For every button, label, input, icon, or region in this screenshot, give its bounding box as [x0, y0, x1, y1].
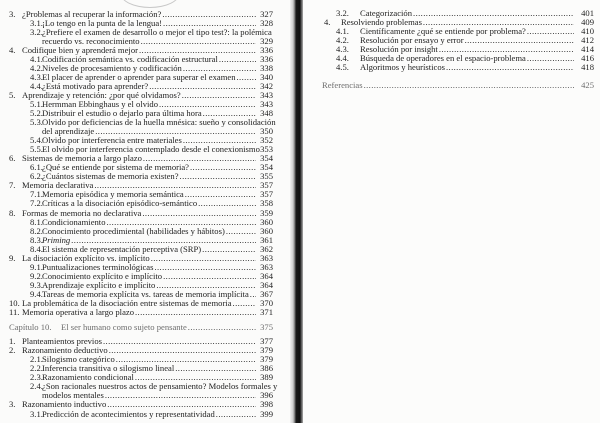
- dot-leader: [526, 27, 574, 36]
- entry-title: Sistemas de memoria a largo plazo: [22, 153, 142, 164]
- references-entry: [303, 81, 597, 90]
- toc-list-right: [303, 9, 597, 90]
- entry-title: Olvido por interferencia entre materiales: [42, 135, 182, 146]
- page-number: 410: [581, 25, 594, 36]
- page-number: 363: [260, 261, 273, 272]
- entry-title: El placer de aprender o aprender para superar el examen: [42, 71, 236, 82]
- entry-number: 3.: [9, 399, 16, 410]
- page-number: 362: [260, 243, 273, 254]
- dot-leader: [140, 37, 256, 46]
- page-number: 370: [260, 298, 273, 308]
- entry-title: Resolución por ensayo y error: [360, 34, 464, 45]
- dot-leader: [174, 364, 256, 373]
- entry-title: Conocimiento explícito e implícito: [42, 270, 163, 281]
- entry-title: Distribuir el estudio o dejarlo para última hora: [42, 108, 202, 119]
- dot-leader: [134, 308, 256, 317]
- page-number: 336: [260, 53, 273, 64]
- page-number: 418: [581, 61, 594, 72]
- page-number: 425: [581, 79, 594, 90]
- entry-title: El sistema de representación perceptiva (SRP): [42, 243, 202, 254]
- entry-number: 2.4.: [30, 381, 43, 392]
- entry-number: Capítulo 10.: [9, 322, 52, 333]
- entry-title: Memoria episódica y memoria semántica: [42, 189, 184, 200]
- dot-leader: [445, 63, 574, 72]
- entry-number: 7.2.: [30, 198, 43, 209]
- page-number: 359: [260, 207, 273, 218]
- entry-number: 4.2.: [30, 62, 43, 73]
- entry-number: 9.3.: [30, 279, 43, 290]
- dot-leader: [162, 272, 256, 281]
- page-stamp-arc: [120, 0, 180, 8]
- dot-leader: [189, 163, 256, 172]
- dot-leader: [102, 337, 256, 346]
- entry-title: La disociación explícito vs. implícito: [22, 252, 150, 263]
- page-number: 396: [260, 390, 273, 401]
- entry-number: 6.1.: [30, 162, 43, 173]
- entry-title: Condicionamiento: [42, 216, 106, 227]
- entry-title: ¿Problemas al recuperar la información?: [22, 8, 162, 19]
- page-number: 353: [260, 144, 273, 155]
- page-number: 342: [260, 80, 273, 91]
- dot-leader: [201, 245, 256, 254]
- entry-title: Razonamiento condicional: [42, 372, 134, 383]
- page-number: 371: [260, 307, 273, 318]
- page-number: 328: [260, 17, 273, 28]
- entry-number: 5.4.: [30, 135, 43, 146]
- entry-number: 3.2.: [30, 26, 43, 37]
- entry-number: 4.5.: [336, 61, 349, 72]
- page-number: 338: [260, 62, 273, 73]
- page-number: 401: [581, 7, 594, 18]
- entry-title: Formas de memoria no declarativa: [22, 207, 142, 218]
- page-number: 377: [260, 336, 273, 347]
- entry-title: Razonamiento inductivo: [22, 399, 107, 410]
- entry-title: Razonamiento deductivo: [22, 345, 108, 356]
- entry-title: El ser humano como sujeto pensante: [61, 322, 187, 333]
- page-number: 327: [260, 8, 273, 19]
- entry-number: 4.1.: [336, 25, 349, 36]
- dot-leader: [187, 323, 256, 332]
- entry-number: 11.: [9, 307, 20, 318]
- entry-number: 9.1.: [30, 261, 43, 272]
- page-number: 389: [260, 372, 273, 383]
- page-number: 343: [260, 98, 273, 109]
- dot-leader: [412, 9, 574, 18]
- entry-title: del aprendizaje: [42, 126, 95, 137]
- dot-leader: [161, 10, 256, 19]
- entry-number: 8.2.: [30, 225, 43, 236]
- page-number: 354: [260, 153, 273, 164]
- page-number: 379: [260, 354, 273, 365]
- page-number: 367: [260, 288, 273, 299]
- page-number: 398: [260, 399, 273, 410]
- entry-number: 4.4.: [336, 52, 349, 63]
- left-page: [0, 0, 294, 423]
- entry-number: 8.3.: [30, 234, 43, 245]
- page-number: 379: [260, 345, 273, 356]
- entry-number: 5.1.: [30, 98, 43, 109]
- page-number: 354: [260, 162, 273, 173]
- page-number: 414: [581, 43, 594, 54]
- entry-number: 7.1.: [30, 189, 43, 200]
- entry-number: 4.3.: [336, 43, 349, 54]
- toc-list-left: [0, 10, 276, 419]
- entry-title: Inferencia transitiva o silogismo lineal: [42, 363, 175, 374]
- entry-title: ¿Son racionales nuestros actos de pensamiento? Modelos formales y: [42, 381, 278, 392]
- entry-title: Resolución por insight: [360, 43, 438, 54]
- entry-number: 8.: [9, 207, 16, 218]
- entry-title: Codificación semántica vs. codificación estructural: [42, 53, 218, 64]
- entry-title: Predicción de acontecimientos y representatividad: [42, 408, 215, 419]
- toc-entry: [303, 63, 597, 72]
- entry-number: 8.4.: [30, 243, 43, 254]
- entry-number: 9.: [9, 252, 16, 263]
- entry-title: Hermman Ebbinghaus y el olvido: [42, 98, 158, 109]
- entry-title: Tareas de memoria explícita vs. tareas de memoria implícita: [42, 288, 249, 299]
- page-number: 355: [260, 171, 273, 182]
- page-number: 361: [260, 234, 273, 245]
- entry-number: 5.3.: [30, 117, 43, 128]
- page-number: 358: [260, 198, 273, 209]
- entry-title: Críticas a la disociación episódico-semántico: [42, 198, 198, 209]
- entry-number: 3.2.: [336, 7, 349, 18]
- page-number: 329: [260, 35, 273, 46]
- entry-number: 3.: [9, 8, 16, 19]
- entry-number: 2.1.: [30, 354, 43, 365]
- dot-leader: [108, 346, 256, 355]
- entry-number: 2.3.: [30, 372, 43, 383]
- page-number: 360: [260, 225, 273, 236]
- page-number: 416: [581, 52, 594, 63]
- entry-title: Olvido por deficiencias de la huella mnésica: sueño y consolidación: [42, 117, 276, 128]
- entry-number: 10.: [9, 298, 20, 308]
- entry-title: Codifique bien y aprenderá mejor: [22, 44, 138, 55]
- entry-number: 4.2.: [336, 34, 349, 45]
- entry-title: Memoria operativa a largo plazo: [22, 307, 134, 318]
- entry-number: 4.: [9, 44, 16, 55]
- entry-title: Conocimiento procedimiental (habilidades y hábitos): [42, 225, 225, 236]
- entry-title: Búsqueda de operadores en el espacio-problema: [360, 52, 526, 63]
- entry-title: Priming: [42, 234, 71, 245]
- dot-leader: [464, 36, 574, 45]
- entry-title: Aprendizaje explícito e implícito: [42, 279, 156, 290]
- entry-number: 2.: [9, 345, 16, 356]
- entry-number: 5.: [9, 89, 16, 100]
- entry-number: 2.2.: [30, 363, 43, 374]
- entry-title: El olvido por interferencia contemplado desde el conexionismo: [42, 144, 260, 155]
- page-number: 364: [260, 270, 273, 281]
- entry-title: La problemática de la disociación entre sistemas de memoria: [22, 298, 232, 308]
- page-number: 357: [260, 180, 273, 191]
- entry-title: Silogismo categórico: [42, 354, 115, 365]
- page-number: 399: [260, 408, 273, 419]
- dot-leader: [363, 81, 574, 90]
- page-number: 409: [581, 16, 594, 27]
- entry-title: ¿Está motivado para aprender?: [42, 80, 149, 91]
- page-number: 363: [260, 252, 273, 263]
- right-page: [303, 0, 600, 423]
- dot-leader: [141, 209, 256, 218]
- dot-leader: [150, 254, 256, 263]
- toc-entry: [0, 308, 276, 317]
- dot-leader: [104, 391, 256, 400]
- page-number: 343: [260, 89, 273, 100]
- entry-number: 5.5.: [30, 144, 43, 155]
- page-number: 350: [260, 126, 273, 137]
- entry-title: modelos mentales: [42, 390, 104, 401]
- entry-number: 4.4.: [30, 80, 43, 91]
- dot-leader: [526, 54, 574, 63]
- entry-title: ¿Qué se entiende por sistema de memoria?: [42, 162, 189, 173]
- entry-title: ¿Cuántos sistemas de memoria existen?: [42, 171, 179, 182]
- entry-number: 4.1.: [30, 53, 43, 64]
- entry-title: Algoritmos y heurísticos: [360, 61, 445, 72]
- page-number: 364: [260, 279, 273, 290]
- entry-title: Puntualizaciones terminológicas: [42, 261, 154, 272]
- page-number: 357: [260, 189, 273, 200]
- entry-number: 4.: [324, 16, 331, 27]
- entry-title: Referencias: [322, 79, 363, 90]
- chapter-heading: [0, 323, 276, 332]
- dot-leader: [181, 91, 256, 100]
- toc-entry: [0, 410, 276, 419]
- page-number: 375: [260, 322, 273, 333]
- entry-title: recuerdo vs. reconocimiento: [42, 35, 140, 46]
- dot-leader: [197, 199, 256, 208]
- entry-number: 4.3.: [30, 71, 43, 82]
- page-number: 386: [260, 363, 273, 374]
- entry-number: 8.1.: [30, 216, 43, 227]
- dot-leader: [153, 263, 256, 272]
- entry-number: 3.1.: [30, 17, 43, 28]
- entry-number: 1.: [9, 336, 16, 347]
- page-number: 360: [260, 216, 273, 227]
- entry-number: 7.: [9, 180, 16, 191]
- entry-number: 6.: [9, 153, 16, 164]
- entry-title: Planteamientos previos: [22, 336, 102, 347]
- entry-title: Niveles de procesamiento y codificación: [42, 62, 182, 73]
- dot-leader: [215, 410, 256, 419]
- page-number: 340: [260, 71, 273, 82]
- entry-title: ¿Prefiere el examen de desarrollo o mejor el tipo test?: la polémica: [42, 26, 272, 37]
- entry-number: 3.1.: [30, 408, 43, 419]
- page-number: 412: [581, 34, 594, 45]
- entry-number: 9.4.: [30, 288, 43, 299]
- entry-number: 6.2.: [30, 171, 43, 182]
- entry-title: Resolviendo problemas: [341, 16, 422, 27]
- entry-number: 9.2.: [30, 270, 43, 281]
- entry-number: 5.2.: [30, 108, 43, 119]
- page-number: 336: [260, 44, 273, 55]
- entry-title: Categorización: [360, 7, 413, 18]
- entry-title: Científicamente ¿qué se entiende por problema?: [360, 25, 526, 36]
- entry-title: Aprendizaje y retención: ¿por qué olvidamos?: [22, 89, 181, 100]
- page-number: 348: [260, 108, 273, 119]
- dot-leader: [179, 172, 256, 181]
- entry-title: Memoria declarativa: [22, 180, 94, 191]
- page-number: 352: [260, 135, 273, 146]
- entry-title: ¡Lo tengo en la punta de la lengua!: [42, 17, 163, 28]
